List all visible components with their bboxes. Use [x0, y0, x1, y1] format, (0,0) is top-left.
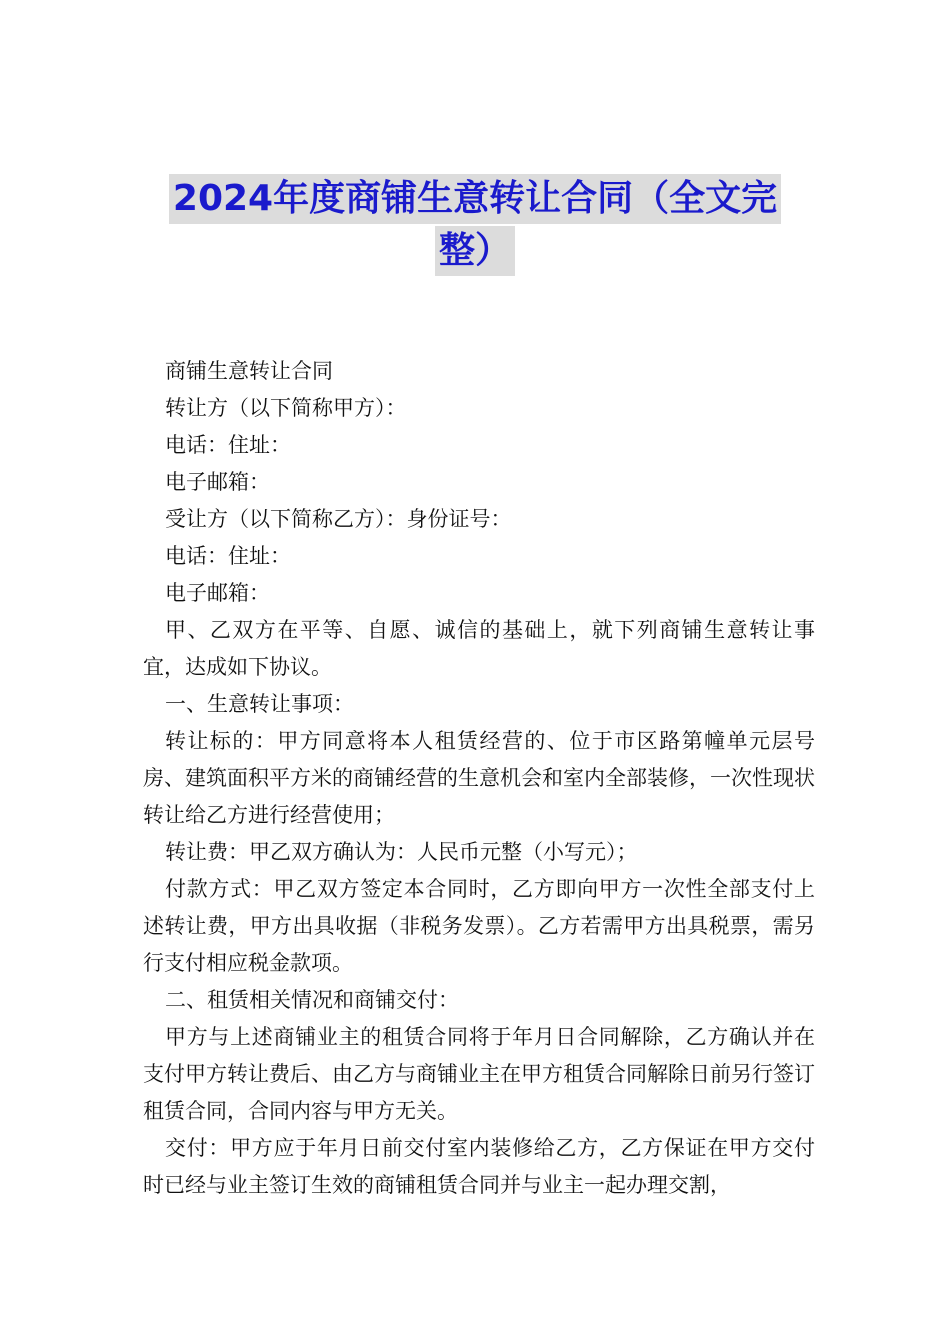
title-line-2: 整） — [435, 226, 515, 276]
payment-method-paragraph: 付款方式：甲乙双方签定本合同时，乙方即向甲方一次性全部支付上述转让费，甲方出具收据（非税务发票）。乙方若需甲方出具税票，需另行支付相应税金款项。 — [143, 877, 815, 975]
lease-paragraph: 甲方与上述商铺业主的租赁合同将于年月日合同解除，乙方确认并在支付甲方转让费后、由乙方与商铺业主在甲方租赁合同解除日前另行签订租赁合同，合同内容与甲方无关。 — [143, 1025, 815, 1123]
delivery-paragraph: 交付：甲方应于年月日前交付室内装修给乙方，乙方保证在甲方交付时已经与业主签订生效的商铺租赁合同并与业主一起办理交割， — [143, 1136, 815, 1197]
party-a-label: 转让方（以下简称甲方）： — [165, 396, 407, 420]
intro-paragraph: 甲、乙双方在平等、自愿、诚信的基础上，就下列商铺生意转让事宜，达成如下协议。 — [143, 618, 815, 679]
transfer-fee-paragraph: 转让费：甲乙双方确认为：人民币元整（小写元）； — [165, 840, 638, 864]
party-a-email: 电子邮箱： — [165, 470, 270, 494]
party-b-contact: 电话：住址： — [165, 544, 291, 568]
section-2-heading: 二、租赁相关情况和商铺交付： — [165, 988, 459, 1012]
document-title — [160, 174, 790, 276]
title-line-1: 2024年度商铺生意转让合同（全文完 — [169, 174, 781, 224]
party-a-contact: 电话：住址： — [165, 433, 291, 457]
section-1-heading: 一、生意转让事项： — [165, 692, 354, 716]
transfer-subject-paragraph: 转让标的：甲方同意将本人租赁经营的、位于市区路第幢单元层号房、建筑面积平方米的商铺经营的生意机会和室内全部装修，一次性现状转让给乙方进行经营使用； — [143, 729, 815, 827]
document-body — [143, 353, 815, 1204]
contract-heading: 商铺生意转让合同 — [165, 359, 333, 383]
party-b-label: 受让方（以下简称乙方）：身份证号： — [165, 507, 512, 531]
party-b-email: 电子邮箱： — [165, 581, 270, 605]
